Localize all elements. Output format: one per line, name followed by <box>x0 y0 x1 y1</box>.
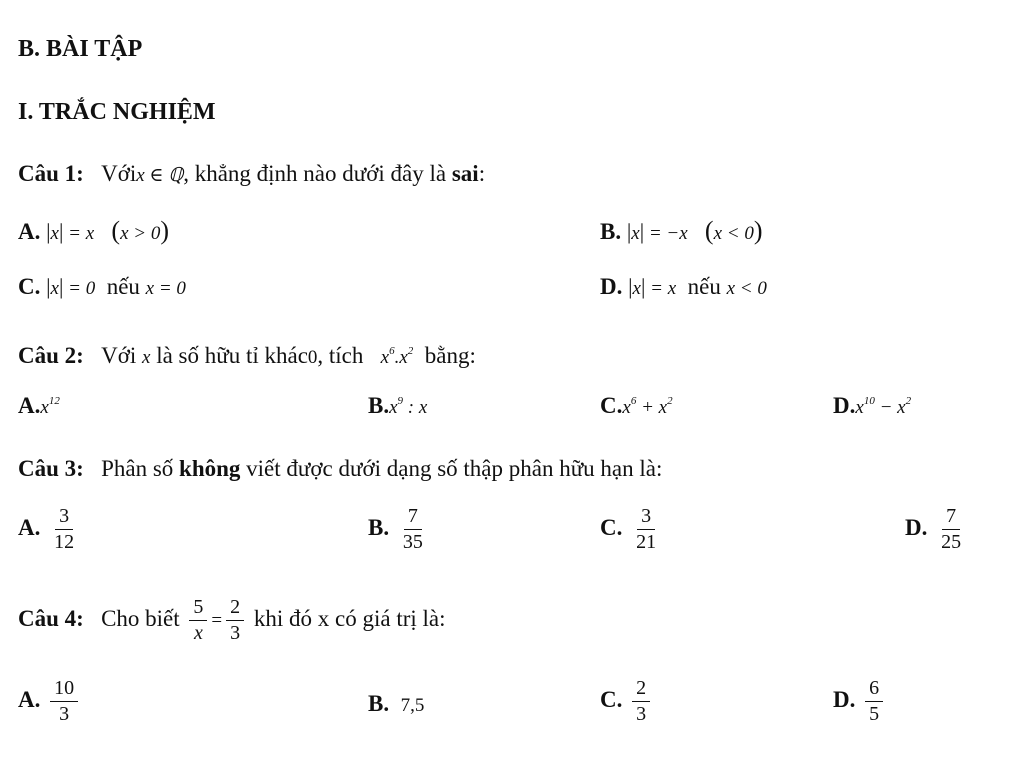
question-4-option-c[interactable]: C. $\frac{2}{3}$ <box>600 678 654 725</box>
question-1-option-c[interactable]: C. |x| = 0 nếu x = 0 <box>18 274 186 299</box>
question-4-stem: Câu 4: Cho biết $\frac{5}{x}$ = $\frac{2}{3}$ khi đó x có giá trị là: <box>18 596 446 644</box>
fraction: $\frac{10}{3}$ <box>50 678 78 725</box>
fraction: $\frac{6}{5}$ <box>865 678 883 725</box>
question-1-option-d[interactable]: D. |x| = x nếu x < 0 <box>600 274 767 299</box>
question-3-option-b[interactable]: B. $\frac{7}{35}$ <box>368 506 431 553</box>
fraction: $\frac{7}{25}$ <box>941 505 962 553</box>
part-title: I. TRẮC NGHIỆM <box>18 99 216 125</box>
math-product: $x^6.x^2$ <box>380 345 414 368</box>
question-3-option-c[interactable]: C. $\frac{3}{21}$ <box>600 506 664 553</box>
question-4-option-a[interactable]: A. $\frac{10}{3}$ <box>18 678 82 725</box>
question-3-label: Câu 3 <box>18 456 77 481</box>
fraction: $\frac{7}{35}$ <box>402 505 423 553</box>
question-1-option-b[interactable]: B. |x| = −x (x < 0) <box>600 216 763 245</box>
section-title: B. BÀI TẬP <box>18 36 143 62</box>
question-2-stem: Câu 2: Với x là số hữu tỉ khác0, tích $x^6.x^2$ bằng: <box>18 343 476 368</box>
fraction-2-over-3: $\frac{2}{3}$ <box>226 597 244 644</box>
fraction: $\frac{3}{21}$ <box>636 505 657 553</box>
question-2-option-d[interactable]: $D.x^{10} - x^2$ <box>833 393 912 418</box>
question-3-stem: Câu 3: Phân số không viết được dưới dạng số thập phân hữu hạn là: <box>18 456 663 481</box>
fraction-5-over-x: $\frac{5}{x}$ <box>189 597 207 644</box>
question-1-stem: Câu 1: Vớix ∈ ℚ, khẳng định nào dưới đây là sai: <box>18 161 486 186</box>
question-3-option-a[interactable]: A. $\frac{3}{12}$ <box>18 506 82 553</box>
question-2-option-b[interactable]: $B.x^9$ : x <box>368 393 428 418</box>
question-2-option-c[interactable]: $C.x^6 + x^2$ <box>600 393 673 418</box>
question-2-option-a[interactable]: $A.x^{12}$ <box>18 393 60 418</box>
question-1-option-a[interactable]: A. |x| = x (x > 0) <box>18 216 169 245</box>
fraction: $\frac{2}{3}$ <box>632 678 650 725</box>
question-4-option-b[interactable]: B. 7,5 <box>368 691 425 716</box>
question-4-option-d[interactable]: D. $\frac{6}{5}$ <box>833 678 887 725</box>
math-x-in-q: x ∈ ℚ <box>136 165 184 186</box>
fraction: $\frac{3}{12}$ <box>54 505 75 553</box>
question-4-label: Câu 4 <box>18 605 77 631</box>
question-3-option-d[interactable]: D. $\frac{7}{25}$ <box>905 506 969 553</box>
question-2-label: Câu 2 <box>18 343 77 368</box>
question-1-label: Câu 1 <box>18 161 77 186</box>
